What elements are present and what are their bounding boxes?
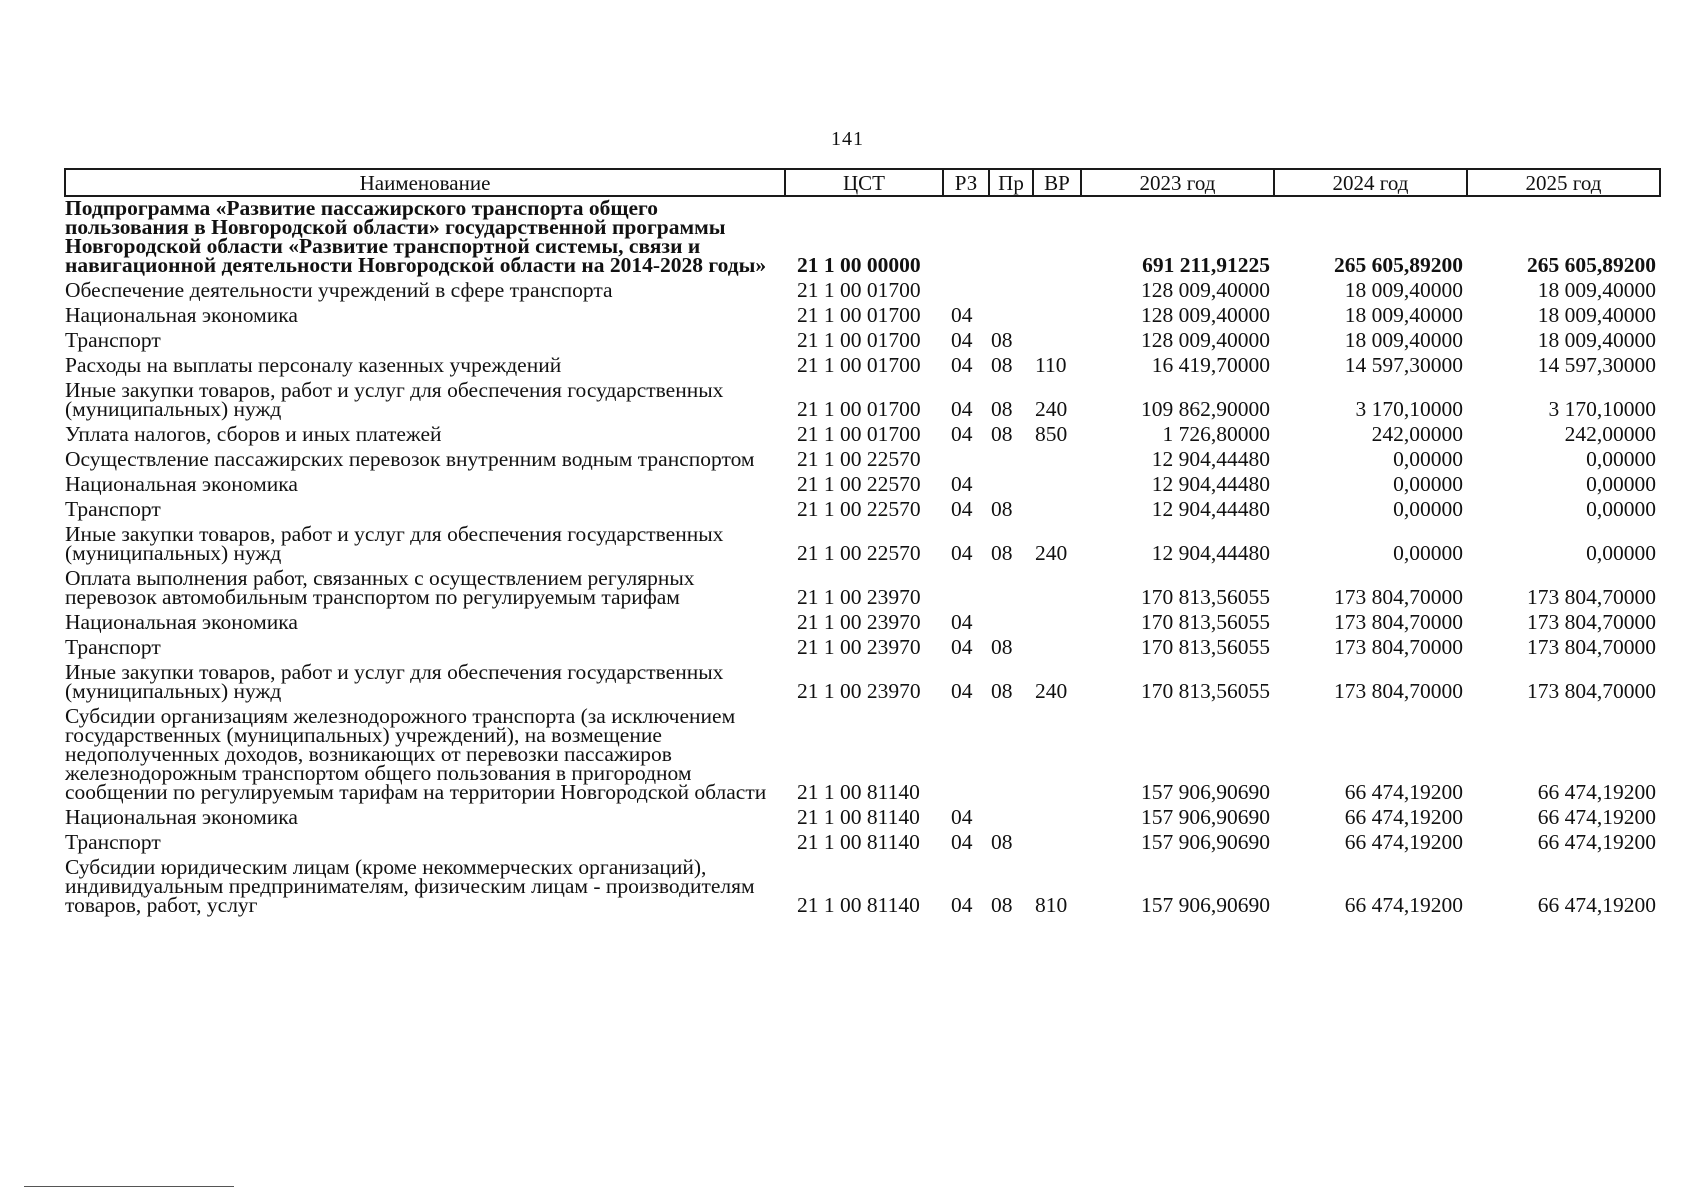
cell-vr [1033, 329, 1081, 354]
cell-name: Подпрограмма «Развитие пассажирского транспорта общего пользования в Новгородской области» государственной программы Новгородской области «Развитие транспортной системы, связи и навигационной деятельности Новгородской области на 2014-2028 годы» [65, 196, 767, 277]
cell-rz: 04 [951, 328, 973, 352]
table-row [65, 806, 1660, 831]
cell-rz: 04 [951, 472, 973, 496]
cell-name: Обеспечение деятельности учреждений в сфере транспорта [65, 278, 613, 302]
cell-2025: 14 597,30000 [1537, 353, 1656, 377]
cell-2023: 128 009,40000 [1141, 328, 1270, 352]
cell-2023: 170 813,56055 [1141, 585, 1270, 609]
cell-cst: 21 1 00 81140 [797, 830, 920, 854]
table-row [65, 636, 1660, 661]
table-row [65, 354, 1660, 379]
cell-vr: 810 [1035, 893, 1068, 917]
cell-2024: 0,00000 [1393, 497, 1463, 521]
cell-pr [989, 473, 1033, 498]
table-row [65, 661, 1660, 705]
cell-2025: 173 804,70000 [1527, 585, 1656, 609]
cell-vr [1033, 448, 1081, 473]
cell-2024: 18 009,40000 [1344, 328, 1463, 352]
header-2023: 2023 год [1081, 169, 1274, 196]
cell-2024: 66 474,19200 [1344, 805, 1463, 829]
cell-rz: 04 [951, 397, 973, 421]
cell-rz [943, 567, 989, 611]
cell-name: Осуществление пассажирских перевозок внутренним водным транспортом [65, 447, 755, 471]
cell-vr: 240 [1035, 397, 1068, 421]
cell-pr [989, 611, 1033, 636]
cell-pr: 08 [991, 893, 1013, 917]
cell-vr [1033, 498, 1081, 523]
cell-2025: 18 009,40000 [1537, 328, 1656, 352]
cell-pr: 08 [991, 353, 1013, 377]
cell-2023: 12 904,44480 [1151, 541, 1270, 565]
cell-vr [1033, 611, 1081, 636]
cell-rz: 04 [951, 893, 973, 917]
cell-rz: 04 [951, 497, 973, 521]
cell-vr: 240 [1035, 679, 1068, 703]
cell-2024: 18 009,40000 [1344, 303, 1463, 327]
table-row [65, 304, 1660, 329]
cell-2023: 12 904,44480 [1151, 447, 1270, 471]
cell-2024: 265 605,89200 [1334, 253, 1463, 277]
cell-2025: 3 170,10000 [1548, 397, 1656, 421]
cell-pr [989, 448, 1033, 473]
cell-rz: 04 [951, 541, 973, 565]
cell-pr: 08 [991, 328, 1013, 352]
cell-pr [989, 806, 1033, 831]
cell-cst: 21 1 00 23970 [797, 585, 921, 609]
cell-pr: 08 [991, 397, 1013, 421]
cell-2025: 66 474,19200 [1537, 893, 1656, 917]
cell-rz [943, 196, 989, 279]
cell-cst: 21 1 00 22570 [797, 497, 921, 521]
cell-pr: 08 [991, 679, 1013, 703]
cell-vr [1033, 473, 1081, 498]
table-row [65, 279, 1660, 304]
cell-2023: 170 813,56055 [1141, 635, 1270, 659]
table-row [65, 329, 1660, 354]
cell-vr [1033, 279, 1081, 304]
cell-vr [1033, 567, 1081, 611]
budget-table [64, 168, 1661, 919]
cell-2023: 157 906,90690 [1141, 893, 1270, 917]
table-row [65, 705, 1660, 806]
table-row [65, 856, 1660, 919]
cell-2025: 242,00000 [1564, 422, 1656, 446]
cell-2025: 0,00000 [1586, 497, 1656, 521]
table-row [65, 196, 1660, 279]
cell-vr [1033, 304, 1081, 329]
cell-name: Национальная экономика [65, 303, 298, 327]
table-row [65, 611, 1660, 636]
cell-name: Транспорт [65, 497, 161, 521]
table-row [65, 379, 1660, 423]
cell-vr [1033, 196, 1081, 279]
cell-2024: 66 474,19200 [1344, 893, 1463, 917]
cell-cst: 21 1 00 00000 [797, 253, 921, 277]
cell-cst: 21 1 00 23970 [797, 679, 921, 703]
table-row [65, 423, 1660, 448]
cell-rz: 04 [951, 303, 973, 327]
table-body [65, 196, 1660, 919]
cell-2025: 265 605,89200 [1527, 253, 1656, 277]
cell-2023: 128 009,40000 [1141, 303, 1270, 327]
cell-2023: 170 813,56055 [1141, 679, 1270, 703]
cell-2023: 16 419,70000 [1151, 353, 1270, 377]
cell-2024: 173 804,70000 [1334, 610, 1463, 634]
cell-name: Национальная экономика [65, 805, 298, 829]
cell-2024: 14 597,30000 [1344, 353, 1463, 377]
cell-2023: 12 904,44480 [1151, 497, 1270, 521]
cell-2024: 0,00000 [1393, 447, 1463, 471]
cell-2025: 66 474,19200 [1537, 780, 1656, 804]
cell-name: Национальная экономика [65, 610, 298, 634]
cell-name: Иные закупки товаров, работ и услуг для обеспечения государственных (муниципальных) нужд [65, 378, 724, 421]
cell-cst: 21 1 00 22570 [797, 541, 921, 565]
cell-rz [943, 448, 989, 473]
cell-vr [1033, 636, 1081, 661]
cell-2025: 66 474,19200 [1537, 830, 1656, 854]
header-pr: Пр [989, 169, 1033, 196]
cell-pr: 08 [991, 422, 1013, 446]
cell-cst: 21 1 00 81140 [797, 805, 920, 829]
cell-name: Транспорт [65, 830, 161, 854]
cell-2023: 157 906,90690 [1141, 805, 1270, 829]
header-cst: ЦСТ [785, 169, 943, 196]
cell-vr [1033, 831, 1081, 856]
cell-rz [943, 705, 989, 806]
cell-2023: 691 211,91225 [1142, 253, 1270, 277]
table-row [65, 523, 1660, 567]
cell-2025: 173 804,70000 [1527, 679, 1656, 703]
cell-2025: 18 009,40000 [1537, 303, 1656, 327]
cell-name: Оплата выполнения работ, связанных с осуществлением регулярных перевозок автомобильным транспортом по регулируемым тарифам [65, 566, 695, 609]
cell-2024: 0,00000 [1393, 541, 1463, 565]
cell-rz: 04 [951, 830, 973, 854]
cell-name: Иные закупки товаров, работ и услуг для обеспечения государственных (муниципальных) нужд [65, 660, 724, 703]
table-header [65, 169, 1660, 196]
table-row [65, 473, 1660, 498]
cell-pr: 08 [991, 830, 1013, 854]
table-row [65, 498, 1660, 523]
cell-2025: 0,00000 [1586, 472, 1656, 496]
cell-2023: 12 904,44480 [1151, 472, 1270, 496]
cell-name: Субсидии юридическим лицам (кроме некоммерческих организаций), индивидуальным предпринимателям, физическим лицам - производителям товаров, работ, услуг [65, 855, 755, 917]
cell-pr [989, 304, 1033, 329]
cell-rz: 04 [951, 610, 973, 634]
cell-2024: 66 474,19200 [1344, 830, 1463, 854]
cell-2023: 157 906,90690 [1141, 780, 1270, 804]
cell-2024: 3 170,10000 [1355, 397, 1463, 421]
cell-rz: 04 [951, 805, 973, 829]
cell-2025: 0,00000 [1586, 541, 1656, 565]
header-rz: РЗ [943, 169, 989, 196]
cell-rz: 04 [951, 422, 973, 446]
cell-pr: 08 [991, 541, 1013, 565]
cell-cst: 21 1 00 81140 [797, 893, 920, 917]
cell-pr [989, 567, 1033, 611]
cell-rz: 04 [951, 635, 973, 659]
header-2025: 2025 год [1467, 169, 1660, 196]
cell-rz: 04 [951, 679, 973, 703]
cell-2023: 170 813,56055 [1141, 610, 1270, 634]
cell-pr [989, 279, 1033, 304]
cell-name: Уплата налогов, сборов и иных платежей [65, 422, 442, 446]
page-number: 141 [831, 128, 864, 150]
cell-2024: 66 474,19200 [1344, 780, 1463, 804]
cell-rz: 04 [951, 353, 973, 377]
table-row [65, 448, 1660, 473]
cell-name: Расходы на выплаты персоналу казенных учреждений [65, 353, 562, 377]
cell-cst: 21 1 00 01700 [797, 397, 921, 421]
cell-rz [943, 279, 989, 304]
cell-name: Субсидии организациям железнодорожного транспорта (за исключением государственных (муниципальных) учреждений), на возмещение недополученных доходов, возникающих от перевозки пассажиров железнодорожным транспортом общего пользования в пригородном сообщении по регулируемым тарифам на территории Новгородской области [65, 704, 767, 804]
cell-2025: 66 474,19200 [1537, 805, 1656, 829]
cell-vr: 850 [1035, 422, 1068, 446]
cell-name: Транспорт [65, 635, 161, 659]
cell-name: Иные закупки товаров, работ и услуг для обеспечения государственных (муниципальных) нужд [65, 522, 724, 565]
cell-2024: 0,00000 [1393, 472, 1463, 496]
cell-pr [989, 705, 1033, 806]
cell-2024: 18 009,40000 [1344, 278, 1463, 302]
cell-cst: 21 1 00 01700 [797, 278, 921, 302]
cell-cst: 21 1 00 01700 [797, 422, 921, 446]
cell-name: Национальная экономика [65, 472, 298, 496]
cell-cst: 21 1 00 01700 [797, 353, 921, 377]
cell-cst: 21 1 00 81140 [797, 780, 920, 804]
cell-2023: 157 906,90690 [1141, 830, 1270, 854]
cell-2024: 173 804,70000 [1334, 635, 1463, 659]
cell-cst: 21 1 00 01700 [797, 303, 921, 327]
cell-cst: 21 1 00 22570 [797, 447, 921, 471]
cell-2025: 0,00000 [1586, 447, 1656, 471]
header-vr: ВР [1033, 169, 1081, 196]
cell-2023: 128 009,40000 [1141, 278, 1270, 302]
cell-cst: 21 1 00 22570 [797, 472, 921, 496]
cell-name: Транспорт [65, 328, 161, 352]
header-2024: 2024 год [1274, 169, 1467, 196]
cell-2024: 173 804,70000 [1334, 585, 1463, 609]
cell-vr: 110 [1035, 353, 1067, 377]
cell-cst: 21 1 00 23970 [797, 635, 921, 659]
table-row [65, 831, 1660, 856]
footnote-separator [24, 1186, 234, 1187]
cell-pr [989, 196, 1033, 279]
cell-vr [1033, 705, 1081, 806]
cell-2025: 173 804,70000 [1527, 635, 1656, 659]
cell-2023: 109 862,90000 [1141, 397, 1270, 421]
cell-2025: 173 804,70000 [1527, 610, 1656, 634]
cell-2025: 18 009,40000 [1537, 278, 1656, 302]
cell-2024: 242,00000 [1371, 422, 1463, 446]
header-name: Наименование [65, 169, 785, 196]
cell-2024: 173 804,70000 [1334, 679, 1463, 703]
table-row [65, 567, 1660, 611]
cell-2023: 1 726,80000 [1162, 422, 1270, 446]
cell-cst: 21 1 00 01700 [797, 328, 921, 352]
cell-cst: 21 1 00 23970 [797, 610, 921, 634]
cell-pr: 08 [991, 497, 1013, 521]
cell-pr: 08 [991, 635, 1013, 659]
cell-vr: 240 [1035, 541, 1068, 565]
cell-vr [1033, 806, 1081, 831]
